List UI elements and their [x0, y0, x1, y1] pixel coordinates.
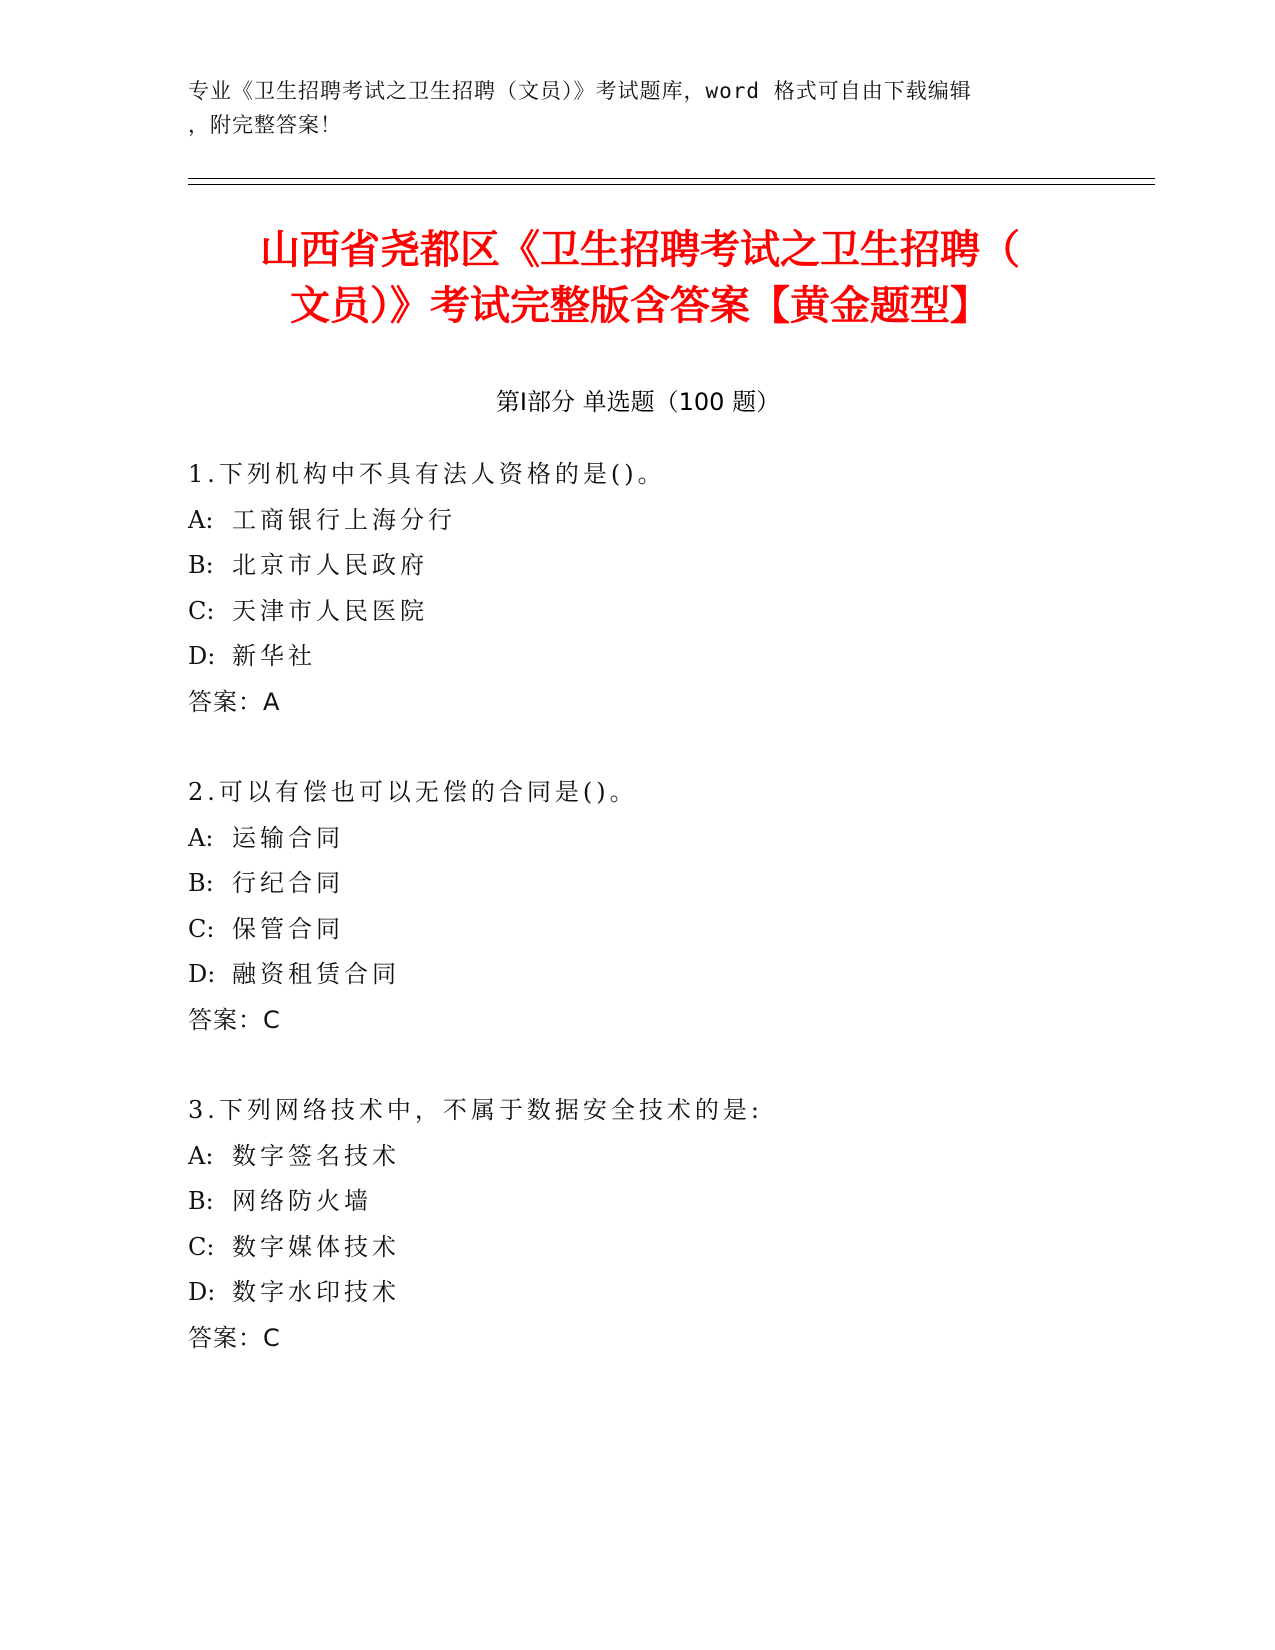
- header-note: [188, 74, 1068, 142]
- question-2: [188, 770, 1148, 1043]
- question-1: [188, 452, 1148, 725]
- answer-line: 答案：A: [188, 687, 281, 716]
- document-title-line-2: 文员）》考试完整版含答案【黄金题型】: [290, 283, 990, 329]
- option-d: [188, 634, 1148, 680]
- answer-line: 答案：C: [188, 1005, 281, 1034]
- option-text: 行纪合同: [232, 869, 344, 897]
- option-letter: A:: [188, 505, 214, 534]
- option-text: 数字签名技术: [232, 1141, 400, 1170]
- option-letter: C:: [188, 1232, 215, 1261]
- option-c: [188, 907, 1148, 953]
- question-stem: 3.下列网络技术中，不属于数据安全技术的是:: [188, 1096, 763, 1124]
- question-stem: 1.下列机构中不具有法人资格的是()。: [188, 460, 666, 488]
- header-divider-bottom: [188, 184, 1155, 185]
- option-text: 北京市人民政府: [232, 551, 428, 579]
- header-note-line-1: 专业《卫生招聘考试之卫生招聘（文员）》考试题库，word 格式可自由下载编辑: [188, 79, 972, 103]
- answer-line: 答案：C: [188, 1323, 281, 1352]
- section-heading: 第Ⅰ部分 单选题（100 题）: [495, 388, 781, 416]
- option-letter: B:: [188, 1187, 214, 1215]
- option-letter: C:: [188, 914, 215, 943]
- option-text: 保管合同: [232, 914, 344, 943]
- option-letter: A:: [188, 1141, 214, 1170]
- option-letter: B:: [188, 869, 214, 897]
- option-c: [188, 589, 1148, 635]
- option-text: 工商银行上海分行: [232, 505, 456, 534]
- option-letter: B:: [188, 551, 214, 579]
- header-divider-top: [188, 178, 1155, 179]
- option-a: [188, 1134, 1148, 1180]
- option-letter: D:: [188, 960, 216, 988]
- option-d: [188, 952, 1148, 998]
- option-text: 新华社: [232, 642, 316, 670]
- option-b: [188, 543, 1148, 589]
- question-3: [188, 1088, 1148, 1361]
- option-text: 数字媒体技术: [232, 1232, 400, 1261]
- option-letter: D:: [188, 642, 216, 670]
- option-d: [188, 1270, 1148, 1316]
- option-text: 运输合同: [232, 823, 344, 852]
- option-a: [188, 816, 1148, 862]
- document-title-line-1: 山西省尧都区《卫生招聘考试之卫生招聘（: [260, 227, 1020, 273]
- option-letter: D:: [188, 1278, 216, 1306]
- option-text: 天津市人民医院: [232, 596, 428, 625]
- option-text: 融资租赁合同: [232, 960, 400, 988]
- option-text: 数字水印技术: [232, 1278, 400, 1306]
- option-b: [188, 1179, 1148, 1225]
- option-letter: A:: [188, 823, 214, 852]
- document-title: [190, 222, 1090, 334]
- option-c: [188, 1225, 1148, 1271]
- option-a: [188, 498, 1148, 544]
- question-stem: 2.可以有偿也可以无偿的合同是()。: [188, 778, 638, 806]
- option-b: [188, 861, 1148, 907]
- option-text: 网络防火墙: [232, 1187, 372, 1215]
- option-letter: C:: [188, 596, 215, 625]
- header-note-line-2: ，附完整答案！: [188, 113, 342, 137]
